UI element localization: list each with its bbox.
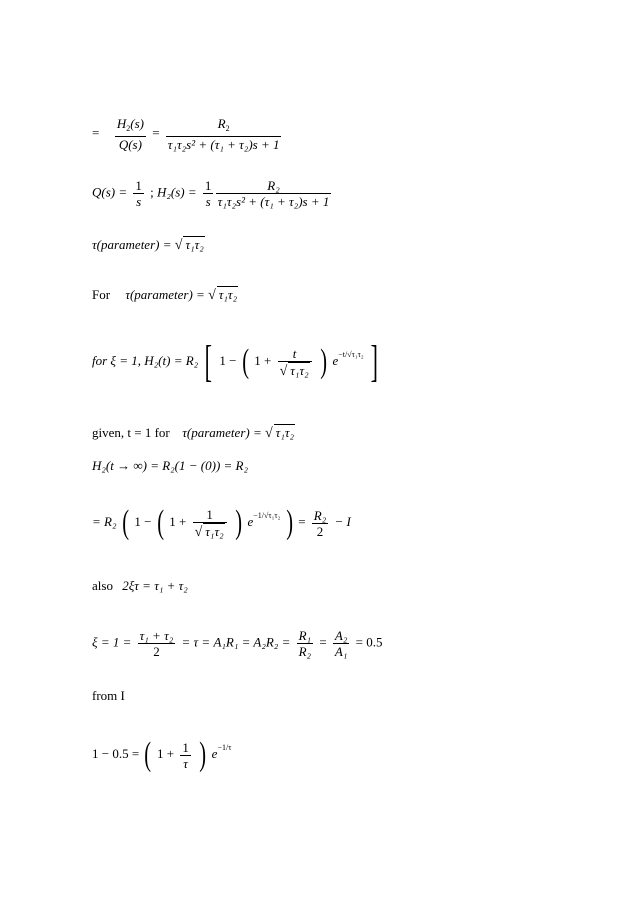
equals-sign: = [92,124,100,140]
equation-4: For τ(parameter) = √ τ₁τ₂ [92,287,238,303]
equation-9: also 2ξτ = τ₁ + τ₂ [92,578,188,593]
equation-7: H₂(t → ∞) = R₂(1 − (0)) = R₂ [92,458,248,473]
equation-10: ξ = 1 = $\frac{\text{τ₁ + τ₂}}{2}$ = τ = A₁R₁ = A₂R₂ = $\frac{\text{R₁}}{\text{R₂}}$ = $\frac{\text{A₂}}{\text{A₁}}$ = 0.5 [92,628,383,659]
equation-11: from I [92,688,125,703]
equation-12: 1 − 0.5 = ( 1 + $\frac{1}{\tau}$ ) $e^{-1/\tau}$ [92,736,232,773]
equation-6: given, t = 1 for τ(parameter) = √ τ₁τ₂ [92,425,295,441]
equation-2: Q(s) = $\frac{1}{s}$ ; H₂(s) = $\frac{1}{s}$ $\frac{\text{R₂}}{\text{τ₁τ₂s² + (τ₁ + τ₂)s + 1}}$ [92,178,330,209]
rhs-fraction: $\frac{R_2}{\text{τ₁τ₂s² + (τ₁ + τ₂)s + 1}}$ [167,116,280,152]
equation-8: = R₂ ( 1 − ( 1 + $\frac{1}{\text{√ τ₁τ₂}}$ ) $e^{-1/√\tau_1\tau_2}$ ) = $\frac{\text{R₂}}{2}$ − I [92,504,351,541]
equation-3: τ(parameter) = √ τ₁τ₂ [92,237,204,253]
equation-5: for ξ = 1, H₂(t) = R₂ [ 1 − ( 1 + $\frac{t}{\text{√ τ₁τ₂}}$ ) $e^{-t/√\tau_1\tau_2}$ ] [92,337,378,386]
equation-1: = $\frac{H_2(s)}{Q(s)}$ = $\frac{R_2}{\text{τ₁τ₂s² + (τ₁ + τ₂)s + 1}}$ [92,116,280,152]
transfer-fraction: $\frac{H_2(s)}{Q(s)}$ [116,116,144,152]
